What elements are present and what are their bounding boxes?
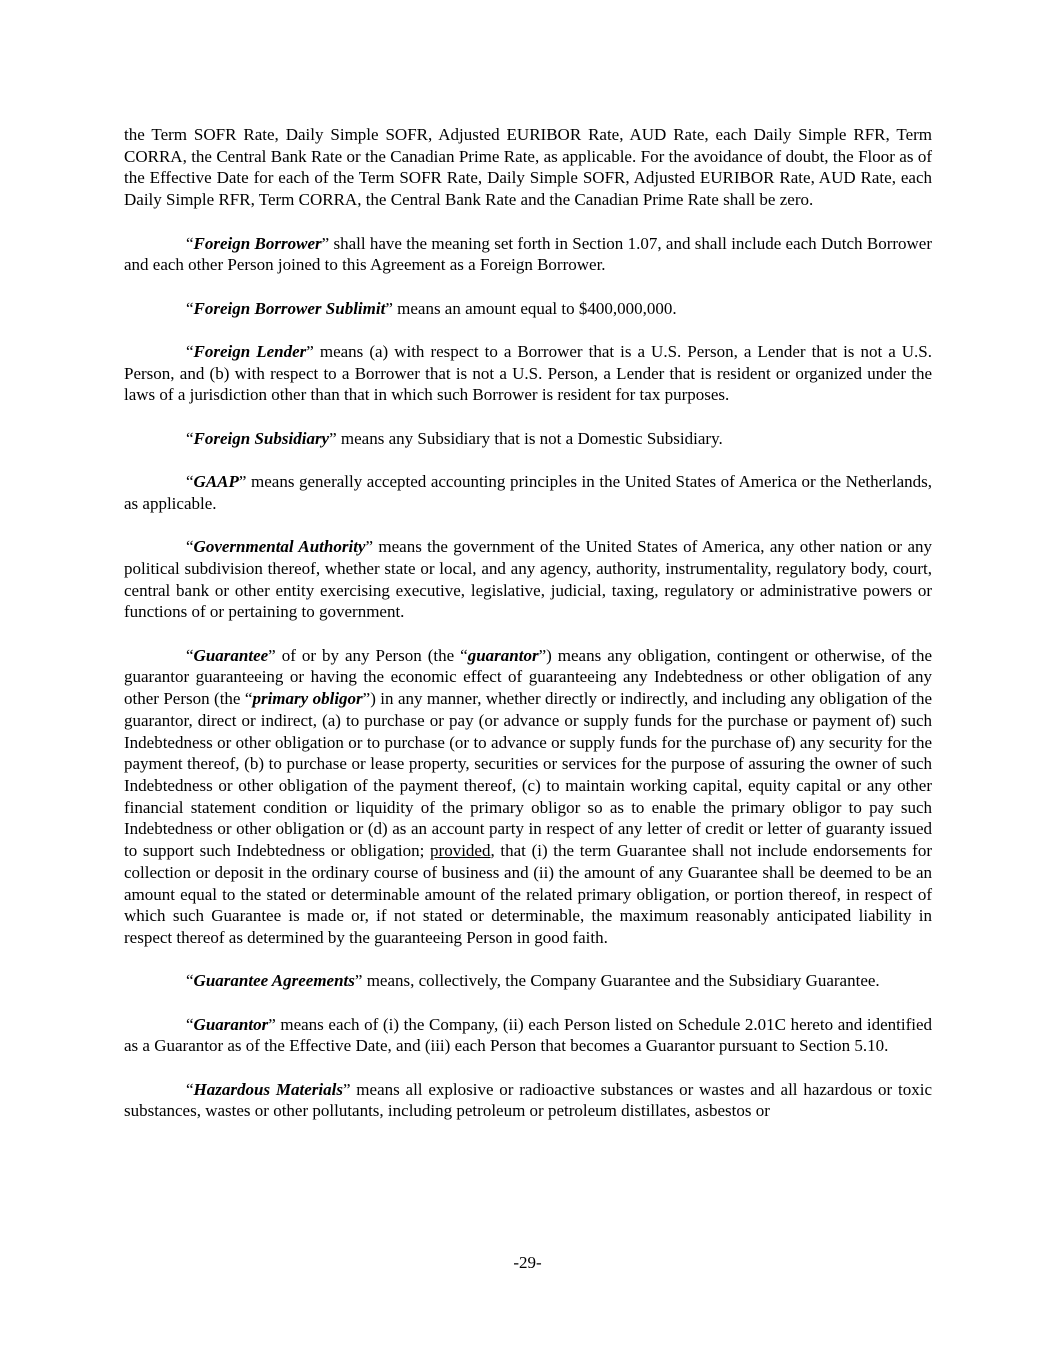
definition-text: shall have the meaning set forth in Section 1.07, and shall include each Dutch Borrower and each other Person joined to this Agreement as a Foreign Borrower. — [124, 233, 932, 275]
defined-term-guarantor: guarantor — [467, 645, 539, 665]
definition-text: means an amount equal to $400,000,000. — [392, 298, 677, 318]
defined-term: Hazardous Materials — [193, 1079, 343, 1099]
definition-text: ”) means any obligation, contingent or otherwise, of the guarantor guaranteeing or having the economic effect of guaranteeing any Indebtedness or other obligation of any other Person (the “ — [124, 645, 933, 709]
definition-text: means (a) with respect to a Borrower that is a U.S. Person, a Lender that is not a U.S. Person, and (b) with respect to a Borrower that is not a U.S. Person, a Lender that is resident or organized under the laws of a jurisdiction other than that in which such Borrower is resident for tax purposes. — [124, 341, 932, 405]
definition-text: means each of (i) the Company, (ii) each Person listed on Schedule 2.01C hereto and identified as a Guarantor as of the Effective Date, and (iii) each Person that becomes a Guarantor pursuant to Section 5.10. — [124, 1014, 932, 1056]
definition-gaap: “GAAP” means generally accepted accounting principles in the United States of America or the Netherlands, as applicable. — [124, 472, 932, 513]
definition-guarantee-agreements: “Guarantee Agreements” means, collectively, the Company Guarantee and the Subsidiary Guarantee. — [186, 971, 880, 991]
definition-foreign-borrower: “Foreign Borrower” shall have the meaning set forth in Section 1.07, and shall include each Dutch Borrower and each other Person joined to this Agreement as a Foreign Borrower. — [124, 233, 932, 275]
defined-term: Guarantor — [193, 1014, 269, 1034]
defined-term: Guarantee Agreements — [193, 971, 355, 991]
definition-foreign-lender: “Foreign Lender” means (a) with respect to a Borrower that is a U.S. Person, a Lender that is not a U.S. Person, and (b) with respect to a Borrower that is not a U.S. Person, a Lender that is resident or organized under the laws of a jurisdiction other than that in which such Borrower is resident for tax purposes. — [124, 341, 932, 405]
definition-foreign-borrower-sublimit: “Foreign Borrower Sublimit” means an amount equal to $400,000,000. — [186, 298, 677, 318]
definition-text: , that (i) the term Guarantee shall not include endorsements for collection or deposit in the ordinary course of business and (ii) the amount of any Guarantee shall be deemed to be an amount equal to the stated or determinable amount of the related primary obligation, or portion thereof, in respect of which such Guarantee is made or, if not stated or determinable, the maximum reasonably anticipated liability in respect thereof as determined by the guaranteeing Person in good faith. — [124, 841, 932, 947]
continuation-paragraph: the Term SOFR Rate, Daily Simple SOFR, Adjusted EURIBOR Rate, AUD Rate, each Daily Simple RFR, Term CORRA, the Central Bank Rate or the Canadian Prime Rate, as applicable. For the avoidance of doubt, the Floor as of the Effective Date for each of the Term SOFR Rate, Daily Simple SOFR, Adjusted EURIBOR Rate, AUD Rate, each Daily Simple RFR, Term CORRA, the Central Bank Rate and the Canadian Prime Rate shall be zero. — [124, 125, 932, 210]
definition-guarantor: “Guarantor” means each of (i) the Company, (ii) each Person listed on Schedule 2.01C hereto and identified as a Guarantor as of the Effective Date, and (iii) each Person that becomes a Guarantor pursuant to Section 5.10. — [124, 1014, 932, 1056]
definition-foreign-subsidiary: “Foreign Subsidiary” means any Subsidiary that is not a Domestic Subsidiary. — [186, 428, 723, 448]
document-body — [124, 124, 932, 1122]
page-number: -29- — [513, 1253, 542, 1272]
definition-hazardous-materials: “Hazardous Materials” means all explosive or radioactive substances or wastes and all hazardous or toxic substances, wastes or other pollutants, including petroleum or petroleum distillates, asbestos or — [124, 1079, 933, 1121]
defined-term: Foreign Borrower — [193, 233, 322, 253]
definition-text: means any Subsidiary that is not a Domestic Subsidiary. — [336, 428, 723, 448]
defined-term: Foreign Lender — [193, 341, 307, 361]
definition-governmental-authority: “Governmental Authority” means the government of the United States of America, any other nation or any political subdivision thereof, whether state or local, and any agency, authority, instrumentality, regulatory body, court, central bank or other entity exercising executive, legislative, judicial, taxing, regulatory or administrative powers or functions of or pertaining to government. — [124, 537, 932, 622]
defined-term: Foreign Subsidiary — [193, 428, 330, 448]
definition-text: ”) in any manner, whether directly or indirectly, and including any obligation of the guarantor, direct or indirect, (a) to purchase or pay (or advance or supply funds for the purchase or payment of) such Indebtedness or other obligation or to purchase (or to advance or supply funds for the purchase of) any security for the payment thereof, (b) to purchase or lease property, securities or services for the purpose of assuring the owner of such Indebtedness or other obligation of the payment thereof, (c) to maintain working capital, equity capital or any other financial statement condition or liquidity of the primary obligor so as to enable the primary obligor to pay such Indebtedness or other obligation or (d) as an account party in respect of any letter of credit or letter of guaranty issued to support such Indebtedness or obligation; — [124, 689, 932, 861]
definition-text: means the government of the United States of America, any other nation or any political subdivision thereof, whether state or local, and any agency, authority, instrumentality, regulatory body, court, central bank or other entity exercising executive, legislative, judicial, taxing, regulatory or administrative powers or functions of or pertaining to government. — [124, 537, 932, 622]
defined-term: Foreign Borrower Sublimit — [193, 298, 386, 318]
defined-term: Guarantee — [193, 645, 269, 665]
defined-term: GAAP — [193, 472, 239, 492]
defined-term: Governmental Authority — [193, 537, 366, 557]
definition-text: means, collectively, the Company Guarantee and the Subsidiary Guarantee. — [362, 971, 880, 991]
definition-text: of or by any Person (the “ — [275, 645, 468, 665]
definition-text: means generally accepted accounting principles in the United States of America or the Netherlands, as applicable. — [124, 472, 932, 513]
definition-guarantee: “Guarantee” of or by any Person (the “guarantor”) means any obligation, contingent or otherwise, of the guarantor guaranteeing or having the economic effect of guaranteeing any Indebtedness or other obligation of any other Person (the “primary obligor”) in any manner, whether directly or indirectly, and including any obligation of the guarantor, direct or indirect, (a) to purchase or pay (or advance or supply funds for the purchase or payment of) such Indebtedness or other obligation or to purchase (or to advance or supply funds for the purchase of) any security for the payment thereof, (b) to purchase or lease property, securities or services for the purpose of assuring the owner of such Indebtedness or other obligation of the payment thereof, (c) to maintain working capital, equity capital or any other financial statement condition or liquidity of the primary obligor so as to enable the primary obligor to pay such Indebtedness or other obligation or (d) as an account party in respect of any letter of credit or letter of guaranty issued to support such Indebtedness or obligation; provided, that (i) the term Guarantee shall not include endorsements for collection or deposit in the ordinary course of business and (ii) the amount of any Guarantee shall be deemed to be an amount equal to the stated or determinable amount of the related primary obligation, or portion thereof, in respect of which such Guarantee is made or, if not stated or determinable, the maximum reasonably anticipated liability in respect thereof as determined by the guaranteeing Person in good faith. — [124, 645, 933, 947]
underlined-provided: provided — [430, 841, 491, 861]
defined-term-primary-obligor: primary obligor — [252, 689, 363, 709]
definition-text: means all explosive or radioactive substances or wastes and all hazardous or toxic substances, wastes or other pollutants, including petroleum or petroleum distillates, asbestos or — [124, 1079, 933, 1121]
